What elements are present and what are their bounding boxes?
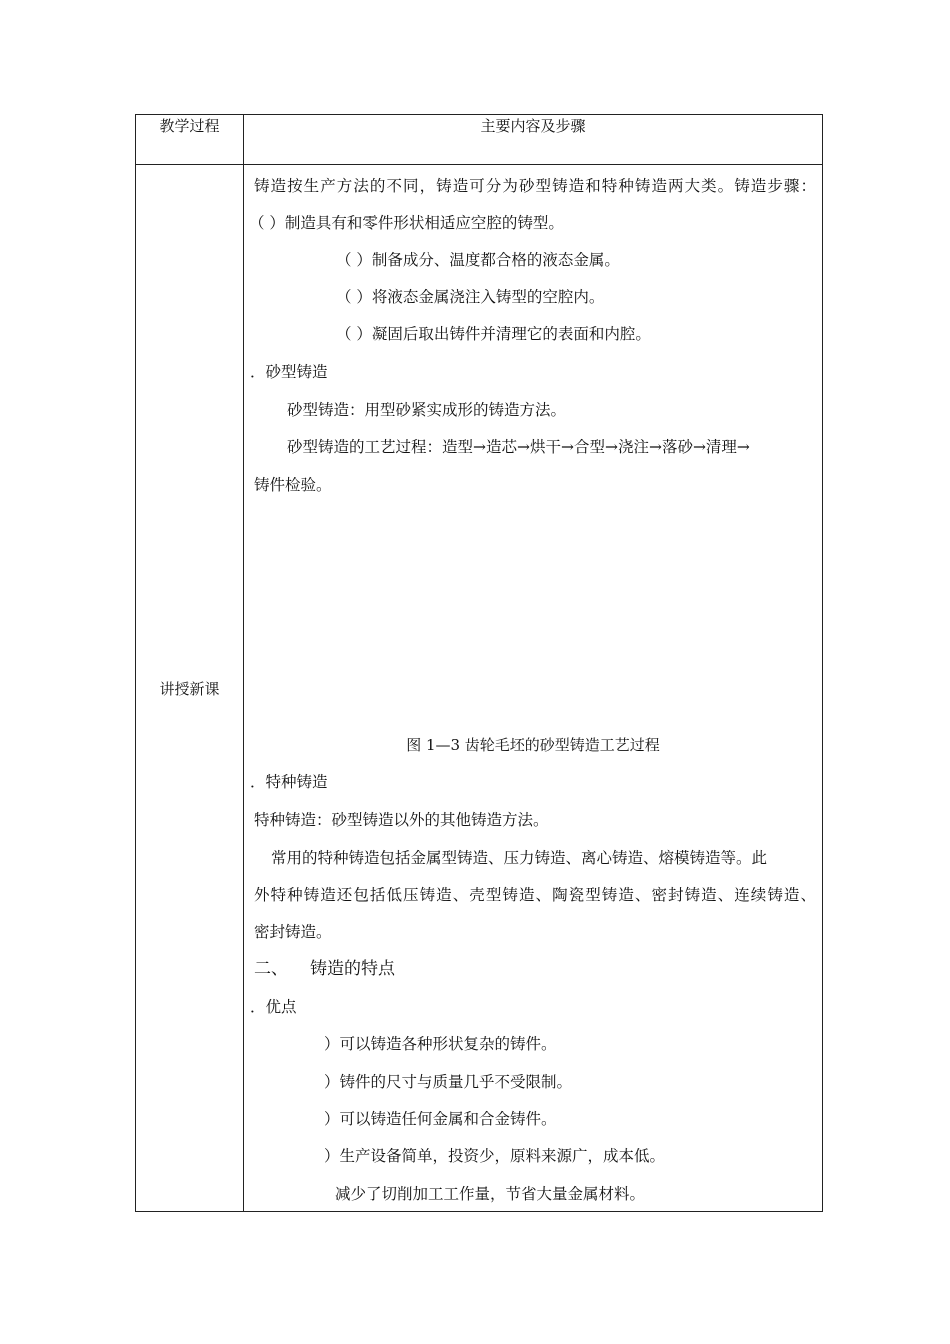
- advantage-5: 减少了切削加工工作量，节省大量金属材料。: [335, 1185, 646, 1203]
- step-1: （ ）制造具有和零件形状相适应空腔的铸型。: [249, 214, 564, 232]
- row-label-new-lesson: 讲授新课: [136, 165, 244, 1212]
- header-teaching-process: 教学过程: [136, 115, 244, 165]
- special-casting-common-line1: 常用的特种铸造包括金属型铸造、压力铸造、离心铸造、熔模铸造等。此: [271, 849, 768, 867]
- sand-casting-process-line2: 铸件检验。: [254, 476, 332, 494]
- step-4: （ ）凝固后取出铸件并清理它的表面和内腔。: [336, 325, 651, 343]
- content-row: [136, 165, 823, 1212]
- figure-caption: 图 1—3 齿轮毛坯的砂型铸造工艺过程: [406, 736, 660, 754]
- advantage-4: ）生产设备简单，投资少，原料来源广，成本低。: [324, 1147, 666, 1165]
- intro-paragraph: 铸造按生产方法的不同，铸造可分为砂型铸造和特种铸造两大类。铸造步骤：: [254, 177, 816, 195]
- section-2-heading: [254, 959, 816, 979]
- sand-casting-definition: 砂型铸造：用型砂紧实成形的铸造方法。: [287, 401, 567, 419]
- section-2-number: 二、: [254, 959, 288, 979]
- sand-casting-heading: ．砂型铸造: [250, 363, 328, 381]
- header-main-content: 主要内容及步骤: [244, 115, 823, 165]
- sand-casting-process-line1: 砂型铸造的工艺过程：造型→造芯→烘干→合型→浇注→落砂→清理→: [287, 438, 750, 456]
- lesson-table: [135, 114, 823, 1212]
- special-casting-common-line3: 密封铸造。: [254, 923, 332, 941]
- special-casting-definition: 特种铸造：砂型铸造以外的其他铸造方法。: [254, 811, 549, 829]
- advantages-heading: ．优点: [250, 998, 297, 1016]
- section-2-title: 铸造的特点: [310, 959, 395, 979]
- header-row: [136, 115, 823, 165]
- content-cell: [244, 165, 823, 1212]
- step-2: （ ）制备成分、温度都合格的液态金属。: [336, 251, 620, 269]
- step-3: （ ）将液态金属浇注入铸型的空腔内。: [336, 288, 605, 306]
- special-casting-common-line2: 外特种铸造还包括低压铸造、壳型铸造、陶瓷型铸造、密封铸造、连续铸造、: [254, 886, 816, 904]
- special-casting-heading: ．特种铸造: [250, 773, 328, 791]
- advantage-3: ）可以铸造任何金属和合金铸件。: [324, 1110, 557, 1128]
- advantage-2: ）铸件的尺寸与质量几乎不受限制。: [324, 1073, 573, 1091]
- advantage-1: ）可以铸造各种形状复杂的铸件。: [324, 1035, 557, 1053]
